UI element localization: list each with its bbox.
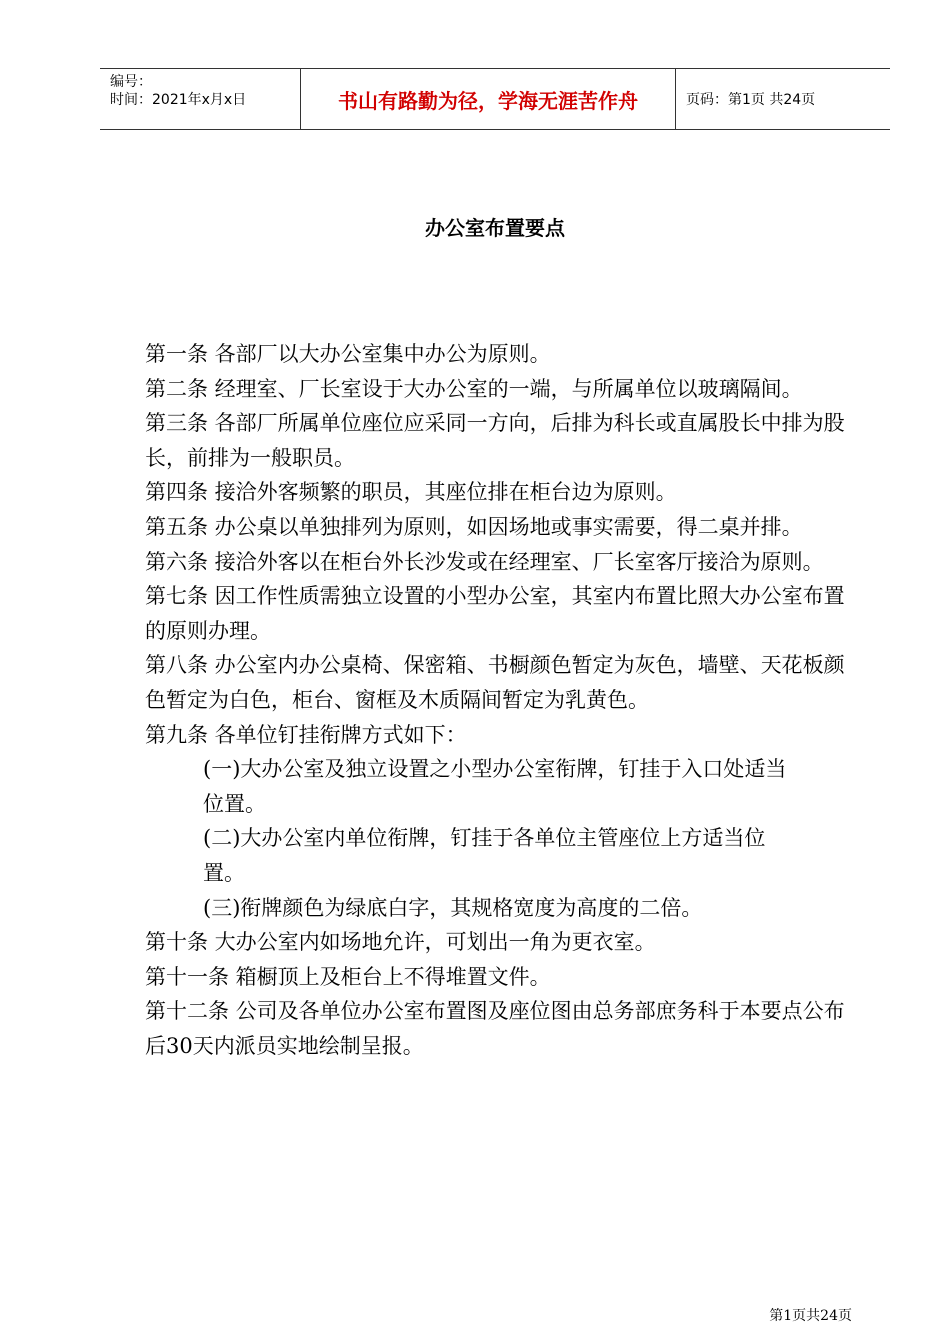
page-footer: 第1页共24页 — [769, 1308, 852, 1324]
page-header — [100, 68, 890, 130]
document-title: 办公室布置要点 — [425, 216, 565, 240]
article-9: 第九条 各单位钉挂衔牌方式如下： — [145, 722, 467, 747]
header-page-info: 页码：第1页 共24页 — [686, 92, 816, 108]
article-1: 第一条 各部厂以大办公室集中办公为原则。 — [145, 342, 551, 366]
document-body — [145, 337, 860, 1063]
article-12: 第十二条 公司及各单位办公室布置图及座位图由总务部庶务科于本要点公布后30天内派员实地绘制呈报。 — [145, 999, 845, 1058]
article-6: 第六条 接洽外客以在柜台外长沙发或在经理室、厂长室客厅接洽为原则。 — [145, 549, 824, 574]
article-2: 第二条 经理室、厂长室设于大办公室的一端，与所属单位以玻璃隔间。 — [145, 376, 803, 401]
article-8: 第八条 办公室内办公桌椅、保密箱、书橱颜色暂定为灰色，墙壁、天花板颜色暂定为白色，柜台、窗框及木质隔间暂定为乳黄色。 — [145, 653, 845, 712]
header-meta — [100, 69, 301, 129]
article-7: 第七条 因工作性质需独立设置的小型办公室，其室内布置比照大办公室布置的原则办理。 — [145, 584, 845, 643]
date-line: 时间：2021年x月x日 — [110, 92, 247, 108]
article-11: 第十一条 箱橱顶上及柜台上不得堆置文件。 — [145, 964, 551, 989]
header-motto: 书山有路勤为径，学海无涯苦作舟 — [301, 69, 676, 129]
article-10: 第十条 大办公室内如场地允许，可划出一角为更衣室。 — [145, 930, 656, 955]
article-5: 第五条 办公桌以单独排列为原则，如因场地或事实需要，得二桌并排。 — [145, 514, 803, 539]
sub-item-1: (一)大办公室及独立设置之小型办公室衔牌，钉挂于入口处适当位置。 — [203, 757, 787, 816]
article-3: 第三条 各部厂所属单位座位应采同一方向，后排为科长或直属股长中排为股长，前排为一般职员。 — [145, 411, 845, 470]
sub-item-2: (二)大办公室内单位衔牌，钉挂于各单位主管座位上方适当位置。 — [203, 826, 766, 885]
number-label: 编号： — [110, 74, 152, 90]
sub-item-3: (三)衔牌颜色为绿底白字，其规格宽度为高度的二倍。 — [203, 895, 703, 920]
article-4: 第四条 接洽外客频繁的职员，其座位排在柜台边为原则。 — [145, 480, 677, 505]
